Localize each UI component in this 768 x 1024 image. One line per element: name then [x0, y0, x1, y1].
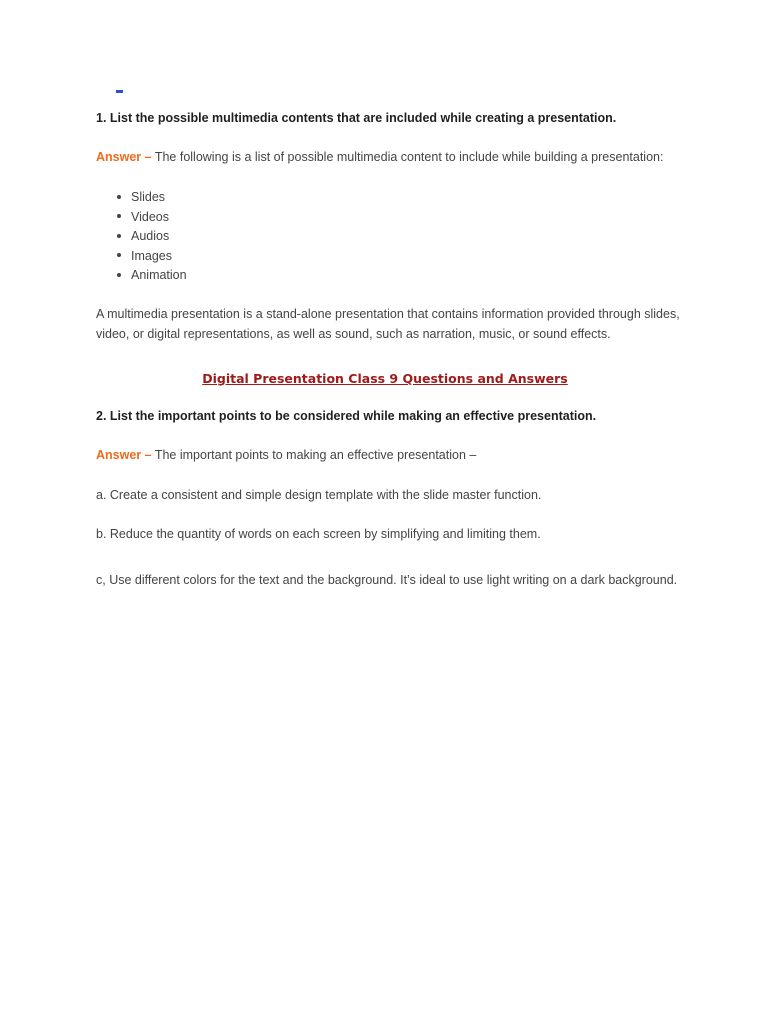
answer-2-text: The important points to making an effective presentation – — [151, 448, 477, 462]
answer-2-label: Answer – — [96, 448, 152, 462]
answer-2 — [96, 448, 476, 462]
list-item — [117, 227, 187, 247]
point-c: c, Use different colors for the text and the background. It’s ideal to use light writing on a dark background. — [96, 573, 678, 587]
list-item-label: Audios — [131, 229, 170, 244]
list-item-label: Images — [131, 248, 172, 263]
list-item-label: Slides — [131, 190, 166, 204]
multimedia-paragraph: A multimedia presentation is a stand-alone presentation that contains information provided through slides, video, or digital representations, as well as sound, such as narration, music, or sound effects. — [96, 307, 680, 341]
list-item — [117, 188, 187, 208]
answer-1-text: The following is a list of possible multimedia content to include while building a presentation: — [151, 150, 664, 164]
point-b: b. Reduce the quantity of words on each screen by simplifying and limiting them. — [96, 527, 541, 541]
list-item — [117, 247, 187, 267]
point-a: a. Create a consistent and simple design template with the slide master function. — [96, 488, 542, 502]
multimedia-content-list — [117, 188, 187, 286]
answer-1 — [96, 150, 663, 164]
list-item — [117, 266, 187, 286]
bullet-icon — [117, 214, 121, 218]
list-item — [117, 208, 187, 228]
bullet-icon — [117, 273, 121, 277]
decorative-mark — [116, 90, 123, 93]
bullet-icon — [117, 195, 121, 199]
bullet-icon — [117, 253, 121, 257]
list-item-label: Videos — [131, 209, 169, 224]
bullet-icon — [117, 234, 121, 238]
question-1: 1. List the possible multimedia contents that are included while creating a presentation. — [96, 111, 617, 125]
question-2: 2. List the important points to be considered while making an effective presentation. — [96, 409, 597, 423]
list-item-label: Animation — [131, 268, 187, 283]
answer-1-label: Answer – — [96, 150, 152, 164]
section-heading-link[interactable]: Digital Presentation Class 9 Questions and Answers — [202, 371, 568, 386]
